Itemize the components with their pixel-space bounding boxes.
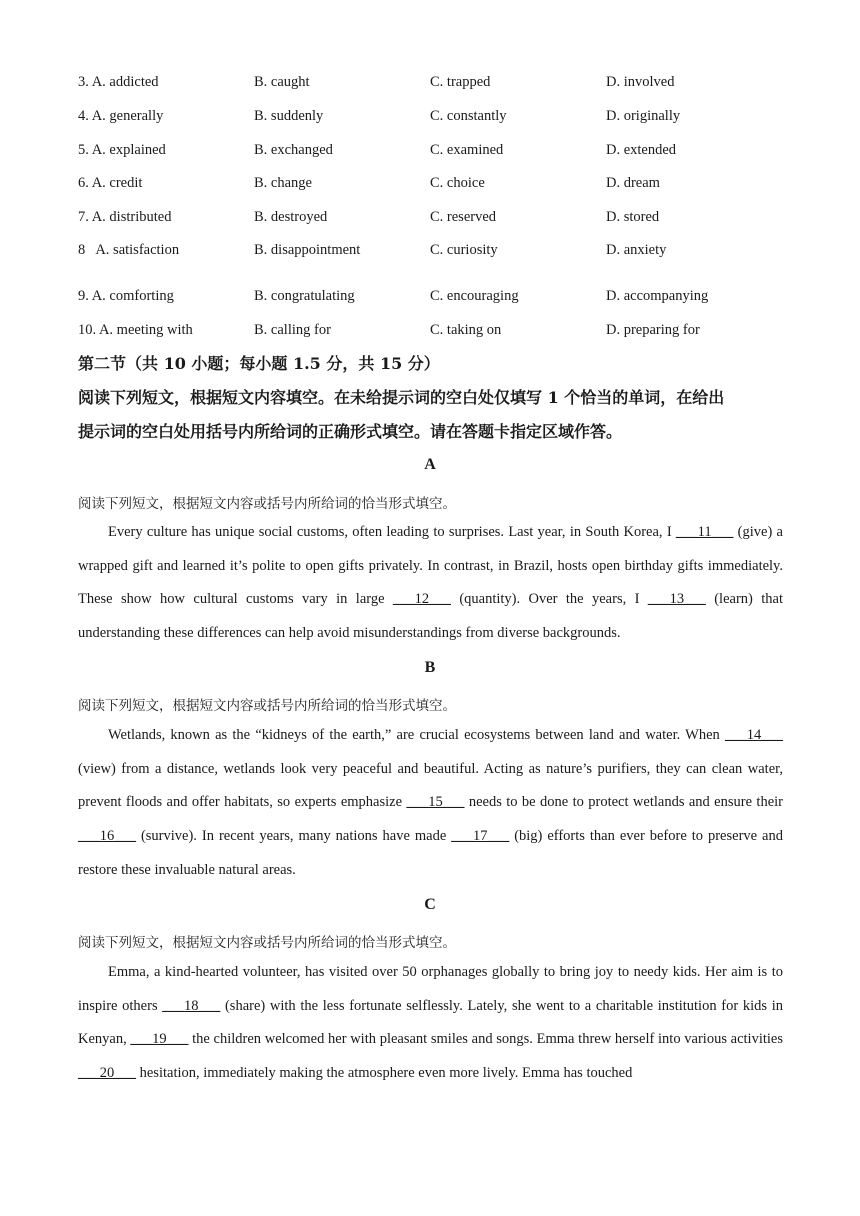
option-d: D. originally bbox=[606, 108, 681, 124]
option-d: D. accompanying bbox=[606, 288, 709, 304]
option-c: C. trapped bbox=[430, 74, 491, 90]
option-d: D. involved bbox=[606, 74, 675, 90]
blank-20[interactable]: ___20___ bbox=[78, 1065, 136, 1082]
option-row-9 bbox=[78, 288, 798, 310]
passage-c-text bbox=[78, 956, 783, 1091]
option-a: 4. A. generally bbox=[78, 108, 164, 124]
passage-text: (view) from a distance, wetlands look very peaceful and beautiful. Acting as nature’s purifiers, they can clean water, prevent floods and offer habitats, so experts emphasize bbox=[78, 760, 783, 811]
passage-b-text bbox=[78, 719, 783, 888]
passage-text: (learn) that understanding these differences can help avoid misunderstandings from diverse backgrounds. bbox=[78, 591, 783, 642]
option-row-5 bbox=[78, 142, 798, 164]
option-d: D. stored bbox=[606, 209, 660, 225]
passage-text: (big) efforts than ever before to preserve and restore these invaluable natural areas. bbox=[78, 828, 783, 878]
passage-a-instruction: 阅读下列短文，根据短文内容或括号内所给词的恰当形式填空。 bbox=[78, 496, 456, 512]
option-d: D. dream bbox=[606, 175, 660, 191]
option-a: 9. A. comforting bbox=[78, 288, 174, 304]
option-b: B. suddenly bbox=[254, 108, 324, 124]
passage-text: (quantity). Over the years, I bbox=[450, 591, 648, 608]
passage-a-label: A bbox=[424, 456, 436, 473]
blank-12[interactable]: ___12___ bbox=[392, 591, 451, 608]
option-row-10 bbox=[78, 322, 798, 344]
section-instruction-line-2: 提示词的空白处用括号内所给词的正确形式填空。请在答题卡指定区域作答。 bbox=[78, 422, 623, 441]
passage-c-label: C bbox=[424, 896, 436, 913]
blank-18[interactable]: ___18___ bbox=[162, 997, 221, 1014]
option-a: 5. A. explained bbox=[78, 142, 166, 158]
option-c: C. examined bbox=[430, 142, 504, 158]
option-c: C. choice bbox=[430, 175, 485, 191]
option-b: B. calling for bbox=[254, 322, 331, 338]
option-a: 6. A. credit bbox=[78, 175, 143, 191]
passage-text: Every culture has unique social customs, often leading to surprises. Last year, in South Korea, I bbox=[108, 524, 676, 540]
option-a: 3. A. addicted bbox=[78, 74, 159, 90]
option-b: B. destroyed bbox=[254, 209, 328, 225]
blank-17[interactable]: ___17___ bbox=[451, 828, 510, 845]
option-a: 8 A. satisfaction bbox=[78, 242, 180, 258]
passage-text: Emma, a kind-hearted volunteer, has visited over 50 orphanages globally to bring joy to needy kids. Her aim is to inspire others bbox=[78, 964, 783, 1014]
blank-15[interactable]: ___15___ bbox=[406, 794, 465, 811]
option-row-7 bbox=[78, 209, 798, 231]
option-c: C. reserved bbox=[430, 209, 497, 225]
passage-text: (share) with the less fortunate selflessly. Lately, she went to a charitable institution for kids in Kenyan, bbox=[78, 997, 783, 1048]
passage-text: Wetlands, known as the “kidneys of the earth,” are crucial ecosystems between land and water. When bbox=[108, 727, 725, 743]
passage-b-label: B bbox=[424, 659, 436, 676]
passage-text: the children welcomed her with pleasant smiles and songs. Emma threw herself into various activities bbox=[188, 1031, 783, 1048]
option-b: B. disappointment bbox=[254, 242, 361, 258]
option-row-4 bbox=[78, 108, 798, 130]
blank-13[interactable]: ___13___ bbox=[647, 591, 706, 608]
option-d: D. extended bbox=[606, 142, 677, 158]
passage-b-instruction: 阅读下列短文，根据短文内容或括号内所给词的恰当形式填空。 bbox=[78, 698, 456, 714]
option-d: D. preparing for bbox=[606, 322, 700, 338]
option-c: C. constantly bbox=[430, 108, 507, 124]
option-b: B. change bbox=[254, 175, 312, 191]
option-b: B. caught bbox=[254, 74, 310, 90]
passage-text: needs to be done to protect wetlands and ensure their bbox=[464, 794, 783, 811]
option-c: C. curiosity bbox=[430, 242, 498, 258]
option-c: C. encouraging bbox=[430, 288, 519, 304]
section-heading bbox=[78, 347, 788, 449]
passage-text: hesitation, immediately making the atmosphere even more lively. Emma has touched bbox=[136, 1065, 633, 1082]
blank-19[interactable]: ___19___ bbox=[130, 1031, 189, 1048]
option-a: 10. A. meeting with bbox=[78, 322, 193, 338]
option-row-8 bbox=[78, 242, 798, 264]
blank-14[interactable]: ___14___ bbox=[725, 727, 783, 743]
option-b: B. exchanged bbox=[254, 142, 333, 158]
option-row-3 bbox=[78, 74, 798, 96]
passage-text: (give) a wrapped gift and learned it’s polite to open gifts privately. In contrast, in Brazil, hosts open birthday gifts immediately. These show how cultural customs vary in large bbox=[78, 524, 783, 608]
passage-text: (survive). In recent years, many nations have made bbox=[136, 828, 452, 845]
blank-11[interactable]: ___11___ bbox=[675, 524, 734, 540]
section-instruction-line-1: 阅读下列短文，根据短文内容填空。在未给提示词的空白处仅填写 1 个恰当的单词，在给出 bbox=[78, 388, 725, 407]
option-b: B. congratulating bbox=[254, 288, 355, 304]
passage-c-instruction: 阅读下列短文，根据短文内容或括号内所给词的恰当形式填空。 bbox=[78, 935, 456, 951]
option-c: C. taking on bbox=[430, 322, 502, 338]
passage-a-text bbox=[78, 516, 783, 651]
option-a: 7. A. distributed bbox=[78, 209, 172, 225]
option-d: D. anxiety bbox=[606, 242, 667, 258]
blank-16[interactable]: ___16___ bbox=[78, 828, 136, 845]
option-row-6 bbox=[78, 175, 798, 197]
section-title: 第二节（共 10 小题；每小题 1.5 分，共 15 分） bbox=[78, 354, 440, 373]
